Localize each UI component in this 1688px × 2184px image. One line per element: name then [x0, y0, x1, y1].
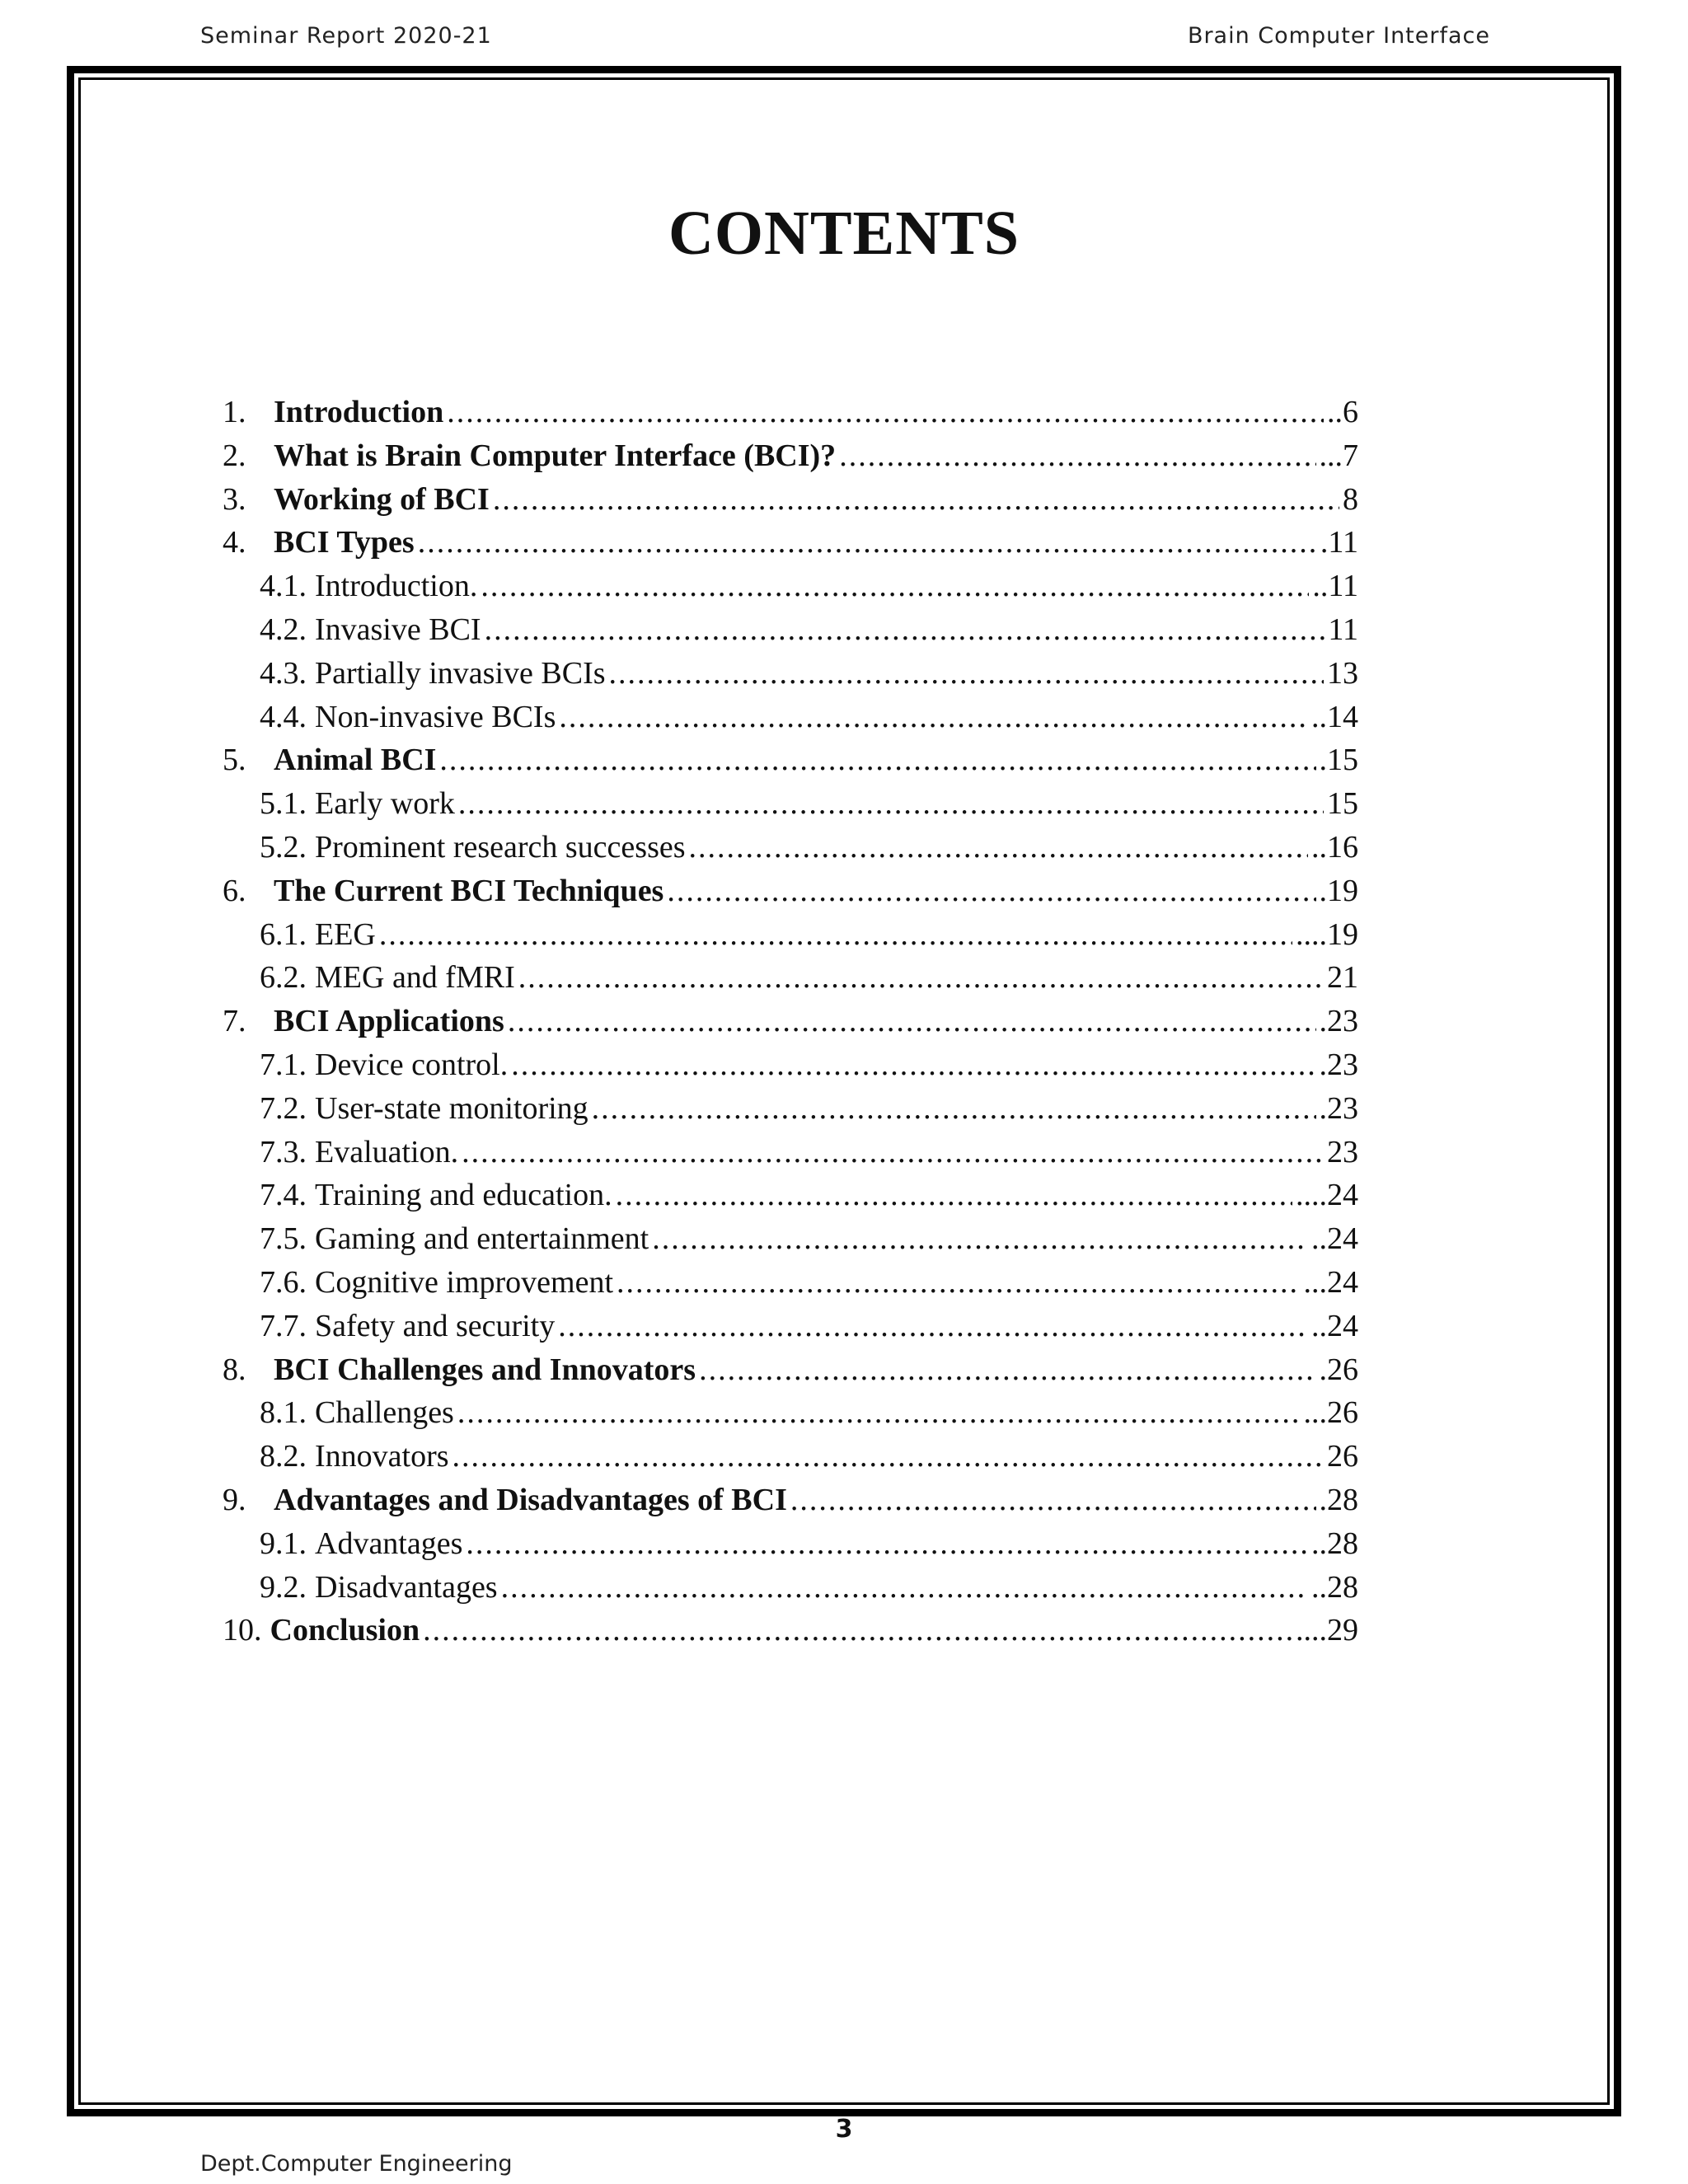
- toc-leader-dots: [447, 391, 1324, 434]
- toc-leader-dots: [689, 826, 1308, 869]
- toc-subentry: [223, 913, 1358, 957]
- toc-label: Cognitive improvement: [315, 1264, 614, 1300]
- running-footer: Dept.Computer Engineering: [200, 2151, 513, 2177]
- toc-leader-dots: [462, 1131, 1324, 1174]
- toc-subentry: [223, 696, 1358, 739]
- toc-leader-dots: [501, 1566, 1308, 1610]
- toc-leader-dots: [592, 1087, 1316, 1131]
- toc-page-number: ..16: [1311, 829, 1358, 865]
- toc-label: Animal BCI: [274, 743, 437, 778]
- toc-label: What is Brain Computer Interface (BCI)?: [274, 438, 837, 473]
- toc-entry: [223, 738, 1358, 782]
- toc-page-number: ..28: [1311, 1526, 1358, 1561]
- toc-subentry: [223, 1305, 1358, 1348]
- toc-label: Innovators: [315, 1439, 449, 1474]
- toc-label: Early work: [315, 786, 455, 822]
- toc-leader-dots: [466, 1522, 1308, 1566]
- toc-label: Conclusion: [270, 1613, 420, 1648]
- toc-label: Working of BCI: [274, 481, 490, 517]
- toc-label: Prominent research successes: [315, 829, 686, 865]
- running-header-right: Brain Computer Interface: [1187, 23, 1490, 49]
- toc-subentry: [223, 1217, 1358, 1261]
- toc-number: 10.: [223, 1613, 262, 1648]
- toc-subentry: [223, 1522, 1358, 1566]
- toc-page-number: .26: [1319, 1352, 1358, 1387]
- toc-leader-dots: [493, 478, 1339, 522]
- toc-page-number: 23: [1327, 1134, 1358, 1169]
- toc-leader-dots: [508, 1000, 1316, 1043]
- toc-subentry: [223, 1043, 1358, 1087]
- table-of-contents: [223, 391, 1358, 1652]
- toc-number: 7.2.: [260, 1090, 307, 1126]
- toc-subentry: [223, 652, 1358, 696]
- toc-leader-dots: [485, 608, 1325, 652]
- toc-page-number: 8: [1343, 481, 1358, 517]
- toc-number: 4.2.: [260, 612, 307, 647]
- toc-leader-dots: [699, 1348, 1315, 1392]
- toc-leader-dots: [423, 1609, 1292, 1652]
- toc-leader-dots: [790, 1479, 1316, 1522]
- toc-number: 9.1.: [260, 1526, 307, 1561]
- toc-page-number: ...7: [1319, 438, 1358, 473]
- toc-leader-dots: [652, 1217, 1308, 1261]
- toc-entry: [223, 521, 1358, 565]
- toc-label: The Current BCI Techniques: [274, 873, 664, 908]
- toc-number: 5.: [223, 743, 246, 778]
- toc-entry: [223, 869, 1358, 913]
- toc-page-number: .23: [1319, 1090, 1358, 1126]
- toc-page-number: ..6: [1327, 395, 1358, 429]
- toc-leader-dots: [511, 1043, 1315, 1087]
- toc-subentry: [223, 1087, 1358, 1131]
- toc-label: Gaming and entertainment: [315, 1221, 649, 1257]
- toc-number: 6.2.: [260, 960, 307, 996]
- toc-label: Partially invasive BCIs: [315, 655, 606, 691]
- toc-entry: [223, 1609, 1358, 1652]
- toc-number: 6.1.: [260, 916, 307, 952]
- toc-label: Disadvantages: [315, 1569, 498, 1605]
- toc-number: 3.: [223, 481, 246, 517]
- toc-number: 4.3.: [260, 655, 307, 691]
- toc-subentry: [223, 1435, 1358, 1479]
- toc-number: 8.: [223, 1352, 246, 1387]
- toc-page-number: ..28: [1311, 1569, 1358, 1605]
- toc-entry: [223, 434, 1358, 478]
- toc-leader-dots: [667, 869, 1315, 913]
- toc-label: User-state monitoring: [315, 1090, 588, 1126]
- toc-page-number: 13: [1327, 655, 1358, 691]
- toc-leader-dots: [481, 565, 1309, 608]
- toc-label: Introduction: [274, 395, 444, 429]
- toc-entry: [223, 1479, 1358, 1522]
- toc-label: Introduction.: [315, 569, 478, 604]
- toc-page-number: ...24: [1303, 1264, 1358, 1300]
- toc-subentry: [223, 1131, 1358, 1174]
- toc-label: Safety and security: [315, 1308, 556, 1343]
- toc-page-number: 15: [1327, 786, 1358, 822]
- toc-subentry: [223, 565, 1358, 608]
- toc-page-number: .23: [1319, 1047, 1358, 1082]
- toc-label: Invasive BCI: [315, 612, 481, 647]
- toc-page-number: ....29: [1296, 1613, 1358, 1648]
- toc-label: Non-invasive BCIs: [315, 699, 556, 734]
- toc-page-number: .28: [1319, 1482, 1358, 1517]
- toc-entry: [223, 391, 1358, 434]
- toc-label: BCI Applications: [274, 1004, 504, 1039]
- toc-leader-dots: [617, 1261, 1300, 1305]
- toc-leader-dots: [439, 738, 1315, 782]
- toc-subentry: [223, 826, 1358, 869]
- toc-subentry: [223, 782, 1358, 826]
- toc-label: BCI Types: [274, 525, 415, 560]
- toc-number: 4.4.: [260, 699, 307, 734]
- toc-number: 7.5.: [260, 1221, 307, 1257]
- toc-page-number: .15: [1319, 743, 1358, 778]
- toc-page-number: ..24: [1311, 1221, 1358, 1257]
- toc-number: 7.1.: [260, 1047, 307, 1082]
- toc-leader-dots: [418, 521, 1317, 565]
- toc-number: 1.: [223, 395, 246, 429]
- page-title: CONTENTS: [668, 199, 1020, 268]
- toc-label: Advantages: [315, 1526, 463, 1561]
- toc-label: BCI Challenges and Innovators: [274, 1352, 696, 1387]
- toc-label: Challenges: [315, 1395, 454, 1431]
- toc-page-number: ..11: [1312, 569, 1358, 604]
- toc-page-number: ...26: [1303, 1395, 1358, 1431]
- toc-leader-dots: [452, 1435, 1324, 1479]
- toc-number: 6.: [223, 873, 246, 908]
- toc-page-number: 21: [1327, 960, 1358, 996]
- toc-number: 8.2.: [260, 1439, 307, 1474]
- toc-leader-dots: [616, 1174, 1292, 1217]
- toc-leader-dots: [457, 1391, 1301, 1435]
- toc-page-number: .11: [1320, 525, 1358, 560]
- running-header-left: Seminar Report 2020-21: [200, 23, 492, 49]
- toc-number: 9.: [223, 1482, 246, 1517]
- toc-page-number: 26: [1327, 1439, 1358, 1474]
- toc-label: Evaluation.: [315, 1134, 459, 1169]
- toc-number: 7.4.: [260, 1178, 307, 1213]
- toc-subentry: [223, 608, 1358, 652]
- toc-subentry: [223, 1174, 1358, 1217]
- toc-leader-dots: [839, 434, 1315, 478]
- toc-number: 7.: [223, 1004, 246, 1039]
- toc-page-number: 11: [1328, 612, 1358, 647]
- toc-number: 7.7.: [260, 1308, 307, 1343]
- toc-number: 7.3.: [260, 1134, 307, 1169]
- toc-number: 4.1.: [260, 569, 307, 604]
- toc-number: 7.6.: [260, 1264, 307, 1300]
- toc-leader-dots: [609, 652, 1324, 696]
- toc-label: Device control.: [315, 1047, 509, 1082]
- toc-label: Advantages and Disadvantages of BCI: [274, 1482, 787, 1517]
- toc-entry: [223, 478, 1358, 522]
- page-number: 3: [835, 2115, 853, 2144]
- toc-subentry: [223, 1391, 1358, 1435]
- toc-leader-dots: [518, 956, 1324, 1000]
- toc-entry: [223, 1348, 1358, 1392]
- toc-subentry: [223, 1261, 1358, 1305]
- toc-page-number: ....24: [1296, 1178, 1358, 1213]
- toc-leader-dots: [379, 913, 1292, 957]
- toc-leader-dots: [558, 1305, 1308, 1348]
- toc-label: MEG and fMRI: [315, 960, 515, 996]
- toc-page-number: ..24: [1311, 1308, 1358, 1343]
- toc-page-number: ....19: [1296, 916, 1358, 952]
- toc-number: 5.1.: [260, 786, 307, 822]
- toc-leader-dots: [559, 696, 1308, 739]
- toc-number: 5.2.: [260, 829, 307, 865]
- toc-subentry: [223, 956, 1358, 1000]
- toc-page-number: ..14: [1311, 699, 1358, 734]
- toc-number: 8.1.: [260, 1395, 307, 1431]
- toc-label: Training and education.: [315, 1178, 612, 1213]
- toc-page-number: .23: [1319, 1004, 1358, 1039]
- toc-page-number: .19: [1319, 873, 1358, 908]
- toc-entry: [223, 1000, 1358, 1043]
- toc-number: 9.2.: [260, 1569, 307, 1605]
- toc-label: EEG: [315, 916, 376, 952]
- toc-leader-dots: [458, 782, 1324, 826]
- toc-number: 4.: [223, 525, 246, 560]
- toc-subentry: [223, 1566, 1358, 1610]
- toc-number: 2.: [223, 438, 246, 473]
